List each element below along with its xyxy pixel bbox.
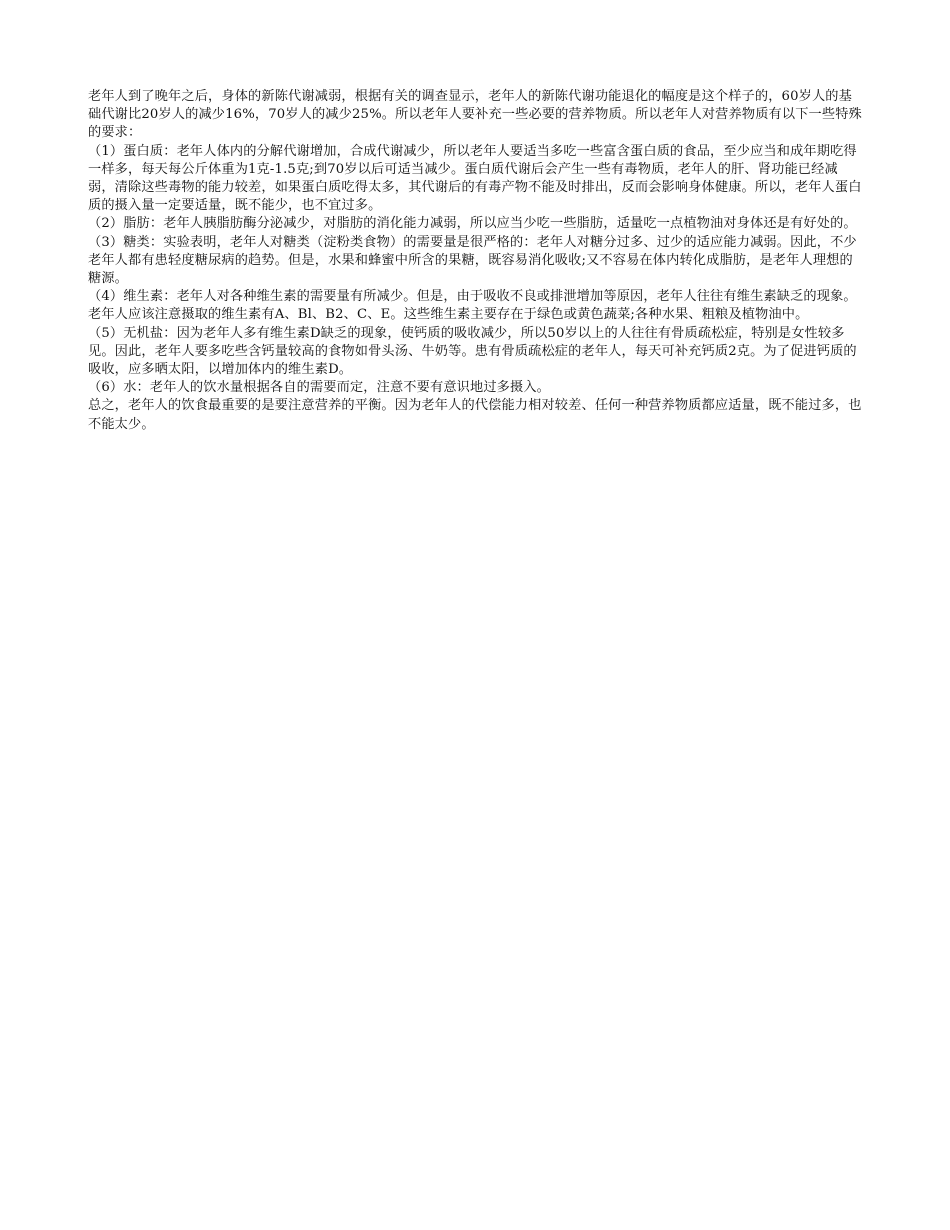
carbohydrate-paragraph: （3）糖类：实验表明，老年人对糖类（淀粉类食物）的需要量是很严格的：老年人对糖分过多、过少的适应能力减弱。因此，不少老年人都有患轻度糖尿病的趋势。但是，水果和蜂蜜中所含的果糖，既容易消化吸收;又不容易在体内转化成脂肪，是老年人理想的糖源。 bbox=[88, 234, 857, 287]
intro-paragraph: 老年人到了晚年之后，身体的新陈代谢减弱，根据有关的调查显示，老年人的新陈代谢功能退化的幅度是这个样子的，60岁人的基础代谢比20岁人的减少16%，70岁人的减少25%。所以老年人要补充一些必要的营养物质。所以老年人对营养物质有以下一些特殊的要求： bbox=[88, 89, 862, 141]
water-paragraph: （6）水：老年人的饮水量根据各自的需要而定，注意不要有意识地过多摄入。 bbox=[88, 380, 551, 396]
document-body bbox=[88, 88, 864, 434]
fat-paragraph: （2）脂肪：老年人胰脂肪酶分泌减少，对脂肪的消化能力减弱，所以应当少吃一些脂肪，适量吃一点植物油对身体还是有好处的。 bbox=[88, 216, 857, 232]
vitamin-paragraph: （4）维生素：老年人对各种维生素的需要量有所减少。但是，由于吸收不良或排泄增加等原因，老年人往往有维生素缺乏的现象。老年人应该注意摄取的维生素有A、Bl、B2、C、E。这些维生素主要存在于绿色或黄色蔬菜;各种水果、粗粮及植物油中。 bbox=[88, 289, 857, 323]
protein-paragraph: （1）蛋白质：老年人体内的分解代谢增加，合成代谢减少，所以老年人要适当多吃一些富含蛋白质的食品，至少应当和成年期吃得一样多，每天每公斤体重为1克-1.5克;到70岁以后可适当减少。蛋白质代谢后会产生一些有毒物质，老年人的肝、肾功能已经减弱，清除这些毒物的能力较差，如果蛋白质吃得太多，其代谢后的有毒产物不能及时排出，反而会影响身体健康。所以，老年人蛋白质的摄入量一定要适量，既不能少，也不宜过多。 bbox=[88, 143, 862, 214]
mineral-paragraph: （5）无机盐：因为老年人多有维生素D缺乏的现象，使钙质的吸收减少，所以50岁以上的人往往有骨质疏松症，特别是女性较多见。因此，老年人要多吃些含钙量较高的食物如骨头汤、牛奶等。患有骨质疏松症的老年人，每天可补充钙质2克。为了促进钙质的吸收，应多晒太阳，以增加体内的维生素D。 bbox=[88, 325, 857, 378]
conclusion-paragraph: 总之，老年人的饮食最重要的是要注意营养的平衡。因为老年人的代偿能力相对较差、任何一种营养物质都应适量，既不能过多，也不能太少。 bbox=[88, 398, 862, 432]
